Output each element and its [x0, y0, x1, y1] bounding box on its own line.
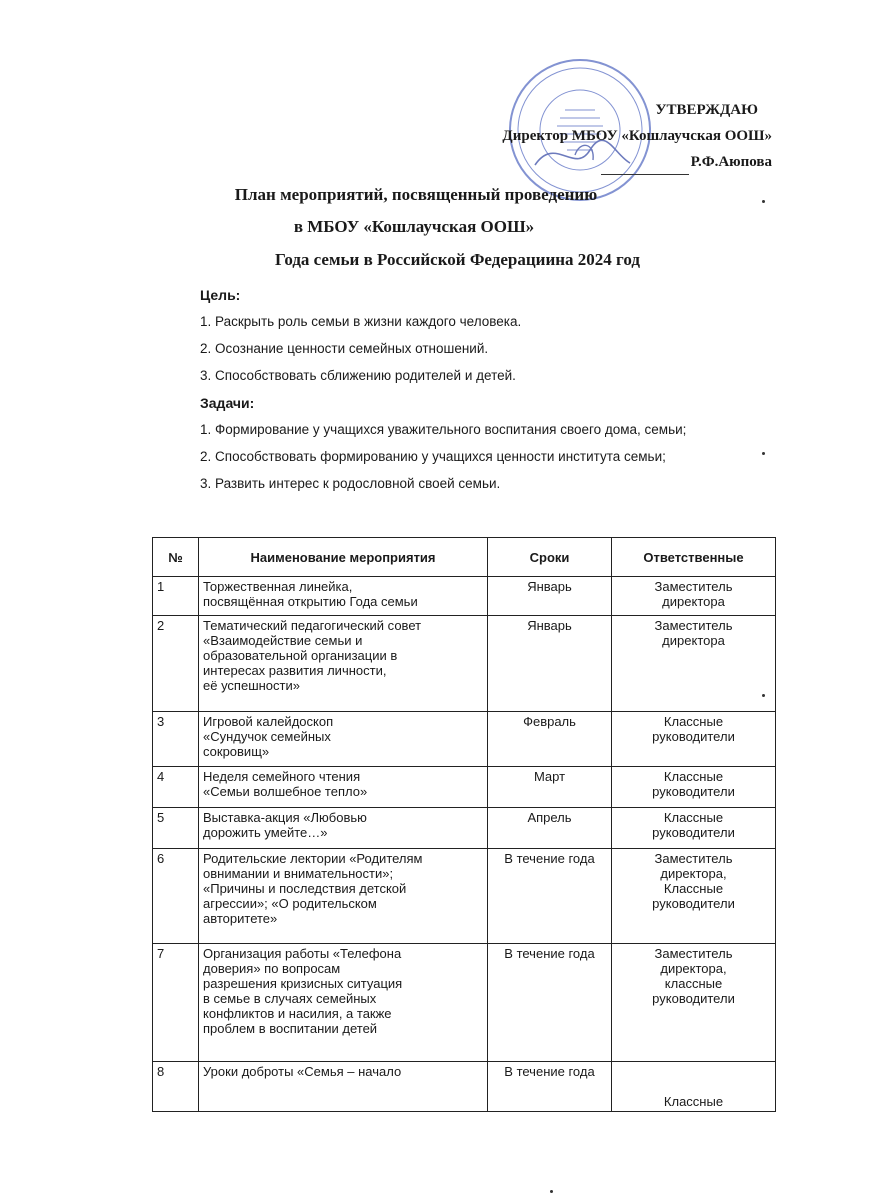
- table-row: [153, 1062, 776, 1112]
- table-row: [153, 944, 776, 1062]
- row-responsible: Классные руководители: [612, 767, 776, 808]
- goal-item: 1. Раскрыть роль семьи в жизни каждого человека.: [200, 314, 522, 329]
- header-dates: Сроки: [488, 538, 612, 577]
- goal-item: 3. Способствовать сближению родителей и детей.: [200, 368, 516, 383]
- scan-speck: [550, 1190, 553, 1193]
- row-date: В течение года: [488, 1062, 612, 1112]
- row-date: В течение года: [488, 944, 612, 1062]
- row-responsible: Заместитель директора, классные руководители: [612, 944, 776, 1062]
- row-number: 6: [153, 849, 199, 944]
- plan-title-line3: Года семьи в Российской Федерациина 2024 год: [275, 250, 640, 269]
- row-responsible: Классные руководители: [612, 712, 776, 767]
- row-date: Апрель: [488, 808, 612, 849]
- plan-title-line1: План мероприятий, посвященный проведению: [234, 185, 598, 204]
- events-table: [152, 537, 776, 1112]
- row-date: В течение года: [488, 849, 612, 944]
- row-number: 5: [153, 808, 199, 849]
- signature-line: [601, 156, 689, 175]
- row-responsible: Заместитель директора, Классные руководители: [612, 849, 776, 944]
- goals-tasks-section: [200, 285, 686, 501]
- table-row: [153, 767, 776, 808]
- row-event-name: Неделя семейного чтения «Семьи волшебное тепло»: [199, 767, 488, 808]
- scan-speck: [762, 694, 765, 697]
- table-header-row: [153, 538, 776, 577]
- row-date: Январь: [488, 577, 612, 616]
- row-date: Январь: [488, 616, 612, 712]
- approver-name: Р.Ф.Аюпова: [690, 154, 772, 170]
- row-number: 4: [153, 767, 199, 808]
- row-event-name: Организация работы «Телефона доверия» по вопросам разрешения кризисных ситуация в семье в случаях семейных конфликтов и насилия, а также проблем в воспитании детей: [199, 944, 488, 1062]
- approval-block: [502, 97, 772, 175]
- approver-position: Директор МБОУ «Кошлаучская ООШ»: [502, 128, 772, 144]
- row-event-name: Игровой калейдоскоп «Сундучок семейных сокровищ»: [199, 712, 488, 767]
- table-row: [153, 849, 776, 944]
- row-number: 1: [153, 577, 199, 616]
- header-event-name: Наименование мероприятия: [199, 538, 488, 577]
- table-row: [153, 616, 776, 712]
- row-number: 7: [153, 944, 199, 1062]
- row-responsible: Классные: [612, 1062, 776, 1112]
- row-event-name: Родительские лектории «Родителям овнимании и внимательности»; «Причины и последствия детской агрессии»; «О родительском авторитете»: [199, 849, 488, 944]
- header-number: №: [153, 538, 199, 577]
- tasks-header: Задачи:: [200, 395, 255, 411]
- task-item: 3. Развить интерес к родословной своей семьи.: [200, 476, 501, 491]
- goals-header: Цель:: [200, 287, 241, 303]
- table-row: [153, 808, 776, 849]
- row-responsible: Заместитель директора: [612, 616, 776, 712]
- row-number: 8: [153, 1062, 199, 1112]
- signature-row: [502, 149, 772, 175]
- row-number: 2: [153, 616, 199, 712]
- task-item: 2. Способствовать формированию у учащихся ценности института семьи;: [200, 449, 666, 464]
- row-event-name: Уроки доброты «Семья – начало: [199, 1062, 488, 1112]
- scan-speck: [762, 200, 765, 203]
- plan-title-line2: в МБОУ «Кошлаучская ООШ»: [293, 217, 535, 236]
- row-date: Февраль: [488, 712, 612, 767]
- row-responsible: Заместитель директора: [612, 577, 776, 616]
- table-row: [153, 577, 776, 616]
- row-date: Март: [488, 767, 612, 808]
- row-event-name: Выставка-акция «Любовью дорожить умейте…»: [199, 808, 488, 849]
- row-responsible: Классные руководители: [612, 808, 776, 849]
- header-responsible: Ответственные: [612, 538, 776, 577]
- row-event-name: Тематический педагогический совет «Взаимодействие семьи и образовательной организации в интересах развития личности, её успешности»: [199, 616, 488, 712]
- row-number: 3: [153, 712, 199, 767]
- table-row: [153, 712, 776, 767]
- scan-speck: [762, 452, 765, 455]
- row-event-name: Торжественная линейка, посвящённая открытию Года семьи: [199, 577, 488, 616]
- goal-item: 2. Осознание ценности семейных отношений.: [200, 341, 489, 356]
- approve-label: УТВЕРЖДАЮ: [655, 102, 758, 118]
- task-item: 1. Формирование у учащихся уважительного воспитания своего дома, семьи;: [200, 422, 687, 437]
